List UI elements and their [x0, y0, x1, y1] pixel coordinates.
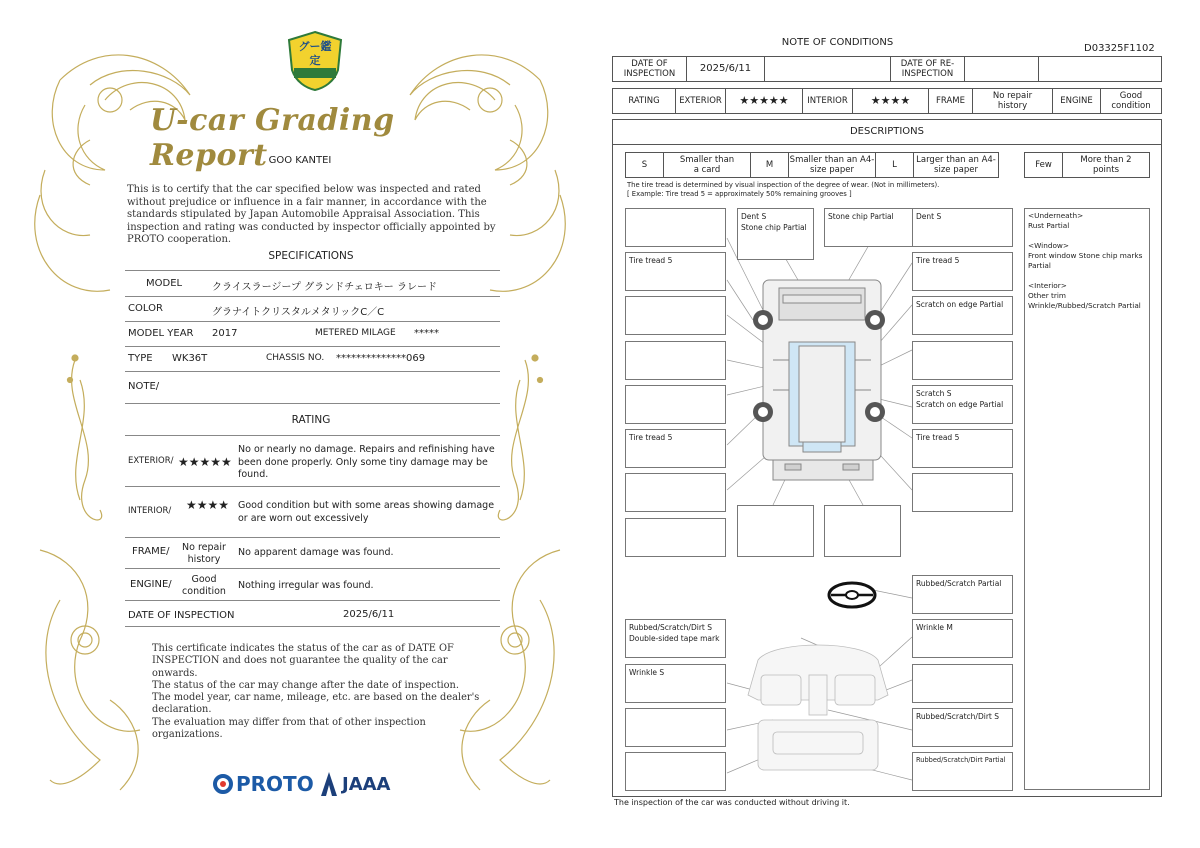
divider	[125, 435, 500, 436]
divider	[125, 600, 500, 601]
model-year-value: 2017	[212, 328, 238, 339]
type-value: WK36T	[172, 353, 208, 364]
exterior-label: EXTERIOR	[676, 89, 726, 113]
reinspection-label: DATE OF RE-INSPECTION	[891, 57, 965, 81]
certificate-subtitle: GOO KANTEI	[268, 155, 332, 166]
note-box: Rubbed/Scratch Partial	[912, 575, 1013, 614]
interior-description: Good condition but with some areas showing damage or are worn out excessively	[238, 500, 495, 524]
engine-value: Good condition	[1111, 91, 1151, 111]
note-label: NOTE/	[128, 381, 160, 392]
legend-few-desc: More than 2 points	[1080, 155, 1132, 175]
empty-cell	[765, 57, 891, 81]
proto-text: PROTO	[236, 772, 314, 796]
note-box	[625, 296, 726, 335]
legend-m-desc: Smaller than an A4-size paper	[789, 155, 875, 175]
divider	[125, 568, 500, 569]
note-box	[625, 473, 726, 512]
frame-value: No repair history	[182, 542, 226, 565]
rating-row	[612, 88, 1162, 114]
model-value: クライスラージープ グランドチェロキー ラレード	[212, 282, 437, 293]
footer-line: INSPECTION and does not guarantee the quality of the car onwards.	[152, 655, 448, 679]
jaaa-logo	[320, 770, 391, 798]
model-year-label: MODEL YEAR	[128, 328, 194, 339]
legend-l-desc: Larger than an A4-size paper	[916, 155, 996, 175]
divider	[125, 371, 500, 372]
date-inspection-value: 2025/6/11	[687, 57, 765, 81]
note-box: Stone chip Partial	[824, 208, 913, 247]
note-box	[625, 518, 726, 557]
empty-cell	[965, 57, 1039, 81]
note-box: Wrinkle M	[912, 619, 1013, 658]
sheet-footer: The inspection of the car was conducted without driving it.	[614, 798, 850, 807]
exterior-description: No or nearly no damage. Repairs and refinishing have been done properly. Only some tiny damage may be found.	[238, 444, 495, 480]
exterior-stars: ★★★★★	[726, 89, 803, 113]
legend-few: Few	[1025, 153, 1063, 177]
note-box: Rubbed/Scratch/Dirt Partial	[912, 752, 1013, 791]
specifications-heading: SPECIFICATIONS	[268, 250, 354, 262]
frame-label: FRAME	[929, 89, 973, 113]
descriptions-heading: DESCRIPTIONS	[849, 126, 925, 137]
milage-value: *****	[414, 328, 439, 339]
legend-s: S	[626, 153, 664, 177]
note-box	[912, 341, 1013, 380]
type-label: TYPE	[128, 353, 153, 364]
side-notes-box: <Underneath> Rust Partial <Window> Front window Stone chip marks Partial <Interior> Other trim Wrinkle/Rubbed/Scratch Partial	[1024, 208, 1150, 790]
frame-description: No apparent damage was found.	[238, 547, 394, 558]
note-box: Tire tread 5	[912, 252, 1013, 291]
note-box: Rubbed/Scratch/Dirt S Double-sided tape mark	[625, 619, 726, 658]
interior-label: INTERIOR	[803, 89, 853, 113]
divider	[125, 626, 500, 627]
seal-text: グー鑑定	[298, 40, 332, 67]
interior-label: INTERIOR/	[128, 506, 172, 516]
footer-line: The status of the car may change after the date of inspection.	[152, 679, 459, 691]
exterior-stars: ★★★★★	[178, 455, 232, 469]
note-box	[912, 473, 1013, 512]
chassis-label: CHASSIS NO.	[266, 353, 325, 363]
legend-l: L	[876, 153, 914, 177]
note-box: Wrinkle S	[625, 664, 726, 703]
legend-s-desc: Smaller than a card	[664, 153, 751, 177]
note-box	[625, 708, 726, 747]
divider	[125, 270, 500, 271]
certificate-intro: This is to certify that the car specified below was inspected and rated without prejudice or influence in a fair manner, in accordance with the standards stipulated by Japan Automobile Appraisal Association. This inspection and rating was conducted by inspector officially appointed by PROTO cooperation.	[127, 184, 496, 246]
engine-description: Nothing irregular was found.	[238, 580, 374, 591]
certificate-footer	[152, 643, 482, 741]
tire-note-example: [ Example: Tire tread 5 = approximately 50% remaining grooves ]	[627, 190, 852, 198]
footer-line: The evaluation may differ from that of other inspection organizations.	[152, 716, 426, 741]
color-value: グラナイトクリスタルメタリックC／C	[212, 307, 385, 318]
divider	[125, 403, 500, 404]
divider	[125, 296, 500, 297]
engine-label: ENGINE/	[130, 579, 172, 590]
divider	[125, 321, 500, 322]
certificate-title: U-car Grading Report	[150, 103, 395, 173]
date-inspection-label: DATE OF INSPECTION	[613, 57, 687, 81]
note-box: Tire tread 5	[625, 252, 726, 291]
date-row	[612, 56, 1162, 82]
note-box	[737, 505, 814, 557]
note-box	[625, 341, 726, 380]
note-box: Tire tread 5	[625, 429, 726, 468]
goo-kantei-seal	[286, 30, 344, 92]
note-box	[824, 505, 901, 557]
note-box: Dent S Stone chip Partial	[737, 208, 814, 260]
rating-heading: RATING	[291, 414, 331, 426]
note-box: Scratch on edge Partial	[912, 296, 1013, 335]
footer-line: The model year, car name, mileage, etc. are based on the dealer's	[152, 692, 480, 704]
date-value: 2025/6/11	[343, 609, 395, 620]
note-box: Rubbed/Scratch/Dirt S	[912, 708, 1013, 747]
frame-value: No repair history	[973, 89, 1053, 113]
proto-logo	[212, 770, 314, 798]
jaaa-mark-icon	[320, 771, 338, 797]
divider	[125, 537, 500, 538]
engine-label: ENGINE	[1053, 89, 1101, 113]
note-box: Scratch S Scratch on edge Partial	[912, 385, 1013, 424]
condition-sheet	[600, 0, 1200, 848]
sheet-title: NOTE OF CONDITIONS	[781, 37, 894, 48]
engine-value: Good condition	[182, 574, 226, 597]
legend-m: M	[751, 153, 789, 177]
note-box: Dent S	[912, 208, 1013, 247]
interior-stars: ★★★★	[186, 498, 230, 512]
document-id: D03325F1102	[1084, 43, 1155, 54]
few-legend	[1024, 152, 1150, 178]
color-label: COLOR	[128, 303, 163, 314]
exterior-label: EXTERIOR/	[128, 456, 174, 466]
divider	[125, 486, 500, 487]
footer-line: This certificate indicates the status of the car as of DATE OF	[152, 643, 454, 654]
footer-line: declaration.	[152, 704, 212, 716]
date-label: DATE OF INSPECTION	[128, 610, 235, 621]
model-label: MODEL	[146, 278, 183, 289]
proto-mark-icon	[212, 773, 234, 795]
note-box: Tire tread 5	[912, 429, 1013, 468]
note-box	[625, 208, 726, 247]
chassis-value: **************069	[336, 353, 426, 364]
milage-label: METERED MILAGE	[315, 328, 396, 338]
tire-note: The tire tread is determined by visual inspection of the degree of wear. (Not in millimeters).	[627, 181, 940, 189]
interior-stars: ★★★★	[853, 89, 929, 113]
descriptions-panel	[612, 119, 1162, 797]
jaaa-text: JAAA	[342, 773, 391, 795]
steering-wheel-icon	[829, 583, 875, 607]
rating-label: RATING	[613, 89, 676, 113]
divider	[125, 346, 500, 347]
note-box	[625, 752, 726, 791]
note-box	[625, 385, 726, 424]
frame-label: FRAME/	[132, 546, 170, 557]
note-box	[912, 664, 1013, 703]
